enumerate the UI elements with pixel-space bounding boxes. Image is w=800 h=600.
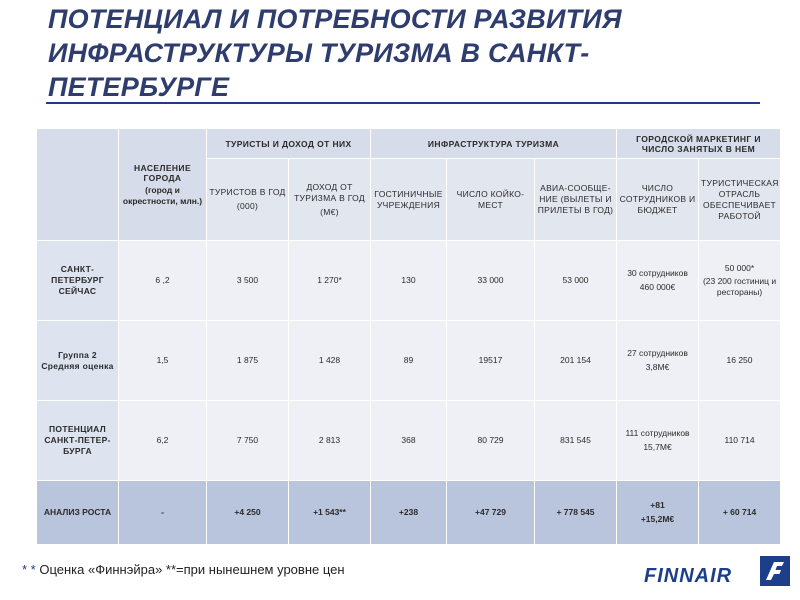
staff-value: 27 сотрудников [627, 348, 688, 358]
air-cell: 201 154 [535, 321, 617, 401]
income-unit: (М€) [320, 206, 339, 217]
staff-budget-header: ЧИСЛО СОТРУДНИКОВ И БЮДЖЕТ [617, 159, 699, 241]
budget-value: +15,2М€ [640, 514, 675, 524]
page-title: ПОТЕНЦИАЛ И ПОТРЕБНОСТИ РАЗВИТИЯ ИНФРАСТРУКТУРЫ ТУРИЗМА В САНКТ-ПЕТЕРБУРГЕ [48, 4, 622, 102]
logo-text: FINNAIR [644, 565, 733, 587]
beds-header: ЧИСЛО КОЙКО-МЕСТ [447, 159, 535, 241]
air-cell: + 778 545 [535, 481, 617, 545]
employed-cell [699, 241, 781, 321]
marketing-group-header: ГОРОДСКОЙ МАРКЕТИНГ И ЧИСЛО ЗАНЯТЫХ В НЕМ [617, 129, 781, 159]
tourism-infrastructure-table [36, 128, 781, 545]
beds-cell: 19517 [447, 321, 535, 401]
row-label: САНКТ-ПЕТЕРБУРГ СЕЙЧАС [37, 241, 119, 321]
income-label: ДОХОД ОТ ТУРИЗМА В ГОД [294, 181, 365, 203]
tourists-cell: 3 500 [207, 241, 289, 321]
title-divider [46, 102, 760, 104]
population-cell: - [119, 481, 207, 545]
beds-cell: +47 729 [447, 481, 535, 545]
footnote-text: Оценка «Финнэйра» **=при нынешнем уровне цен [39, 562, 345, 577]
budget-value: 3,8М€ [645, 362, 670, 372]
hotels-cell: 89 [371, 321, 447, 401]
population-header-note: (город и окрестности, млн.) [122, 184, 203, 206]
staff-value: +81 [650, 500, 665, 510]
income-cell: 1 428 [289, 321, 371, 401]
income-cell: +1 543** [289, 481, 371, 545]
income-cell: 2 813 [289, 401, 371, 481]
summary-label: АНАЛИЗ РОСТА [37, 481, 119, 545]
employed-cell [699, 401, 781, 481]
table-row [37, 241, 781, 321]
table-row [37, 401, 781, 481]
population-cell: 6,2 [119, 401, 207, 481]
air-cell: 53 000 [535, 241, 617, 321]
population-header [119, 129, 207, 241]
table-row [37, 321, 781, 401]
staff-budget-cell [617, 241, 699, 321]
staff-budget-cell [617, 481, 699, 545]
beds-cell: 80 729 [447, 401, 535, 481]
summary-row [37, 481, 781, 545]
footnote [22, 562, 345, 577]
row-label: ПОТЕНЦИАЛ САНКТ-ПЕТЕР-БУРГА [37, 401, 119, 481]
beds-cell: 33 000 [447, 241, 535, 321]
employed-value: 50 000* [724, 263, 755, 273]
footnote-marks: * * [22, 562, 36, 577]
budget-value: 15,7М€ [643, 442, 672, 452]
infrastructure-group-header: ИНФРАСТРУКТУРА ТУРИЗМА [371, 129, 617, 159]
finnair-f-icon [760, 556, 790, 586]
tourists-cell: +4 250 [207, 481, 289, 545]
staff-value: 111 сотрудников [625, 428, 690, 438]
air-header: АВИА-СООБЩЕ-НИЕ (ВЫЛЕТЫ И ПРИЛЕТЫ В ГОД) [535, 159, 617, 241]
staff-value: 30 сотрудников [627, 268, 688, 278]
air-cell: 831 545 [535, 401, 617, 481]
tourists-per-year-label: ТУРИСТОВ В ГОД [209, 187, 286, 197]
population-cell: 1,5 [119, 321, 207, 401]
hotels-header: ГОСТИНИЧНЫЕ УЧРЕЖДЕНИЯ [371, 159, 447, 241]
tourists-group-header: ТУРИСТЫ И ДОХОД ОТ НИХ [207, 129, 371, 159]
corner-header-cell [37, 129, 119, 241]
income-header [289, 159, 371, 241]
hotels-cell: +238 [371, 481, 447, 545]
population-cell: 6 ,2 [119, 241, 207, 321]
staff-budget-cell [617, 401, 699, 481]
employed-note: (23 200 гостиниц и рестораны) [702, 276, 777, 297]
employed-header: ТУРИСТИЧЕСКАЯ ОТРАСЛЬ ОБЕСПЕЧИВАЕТ РАБОТОЙ [699, 159, 781, 241]
employed-value: 16 250 [726, 355, 753, 365]
finnair-logo [644, 556, 794, 592]
employed-value: 110 714 [724, 435, 755, 445]
tourists-per-year-header [207, 159, 289, 241]
row-label: Группа 2 Средняя оценка [37, 321, 119, 401]
staff-budget-cell [617, 321, 699, 401]
hotels-cell: 368 [371, 401, 447, 481]
income-cell: 1 270* [289, 241, 371, 321]
employed-cell: + 60 714 [699, 481, 781, 545]
tourists-cell: 7 750 [207, 401, 289, 481]
tourists-cell: 1 875 [207, 321, 289, 401]
employed-cell [699, 321, 781, 401]
hotels-cell: 130 [371, 241, 447, 321]
population-header-title: НАСЕЛЕНИЕ ГОРОДА [133, 162, 192, 183]
tourists-unit: (000) [236, 201, 259, 211]
budget-value: 460 000€ [639, 282, 676, 292]
